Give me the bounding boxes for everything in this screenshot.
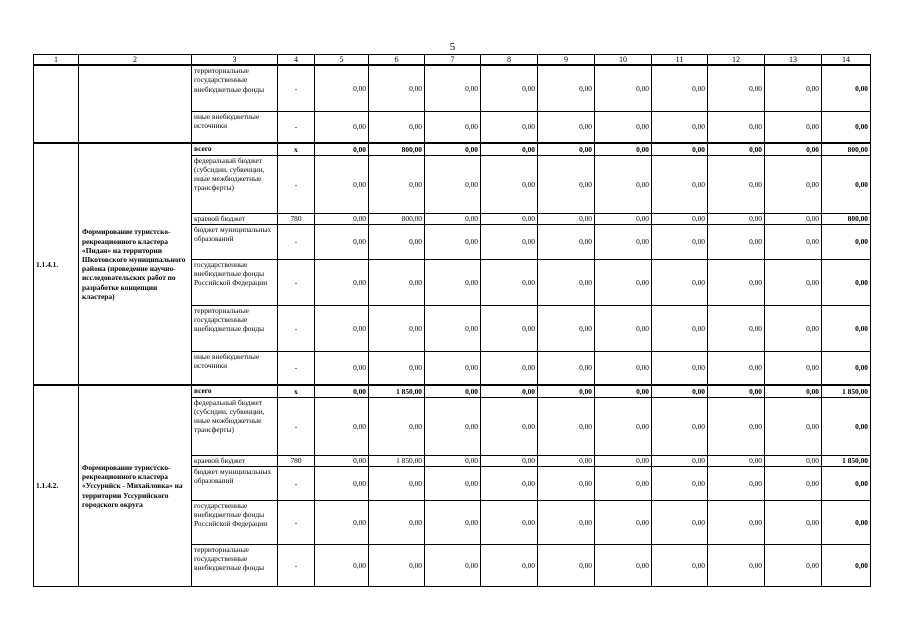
value-cell: 0,00 (481, 213, 538, 224)
value-cell: 0,00 (538, 213, 595, 224)
funding-source-label: федеральный бюджет (субсидии, субвенции, иные межбюджетные трансферты) (192, 155, 278, 213)
budget-code: - (278, 305, 315, 351)
value-cell: 0,00 (538, 305, 595, 351)
budget-code: - (278, 466, 315, 500)
value-cell: 0,00 (652, 65, 708, 111)
value-cell: 0,00 (315, 544, 369, 586)
budget-code: - (278, 397, 315, 455)
value-cell: 0,00 (765, 213, 822, 224)
value-cell: 0,00 (481, 305, 538, 351)
value-cell: 0,00 (315, 500, 369, 544)
value-cell: 0,00 (425, 455, 481, 466)
value-cell: 1 850,00 (822, 385, 871, 397)
code-cell (34, 65, 79, 143)
value-cell: 0,00 (315, 111, 369, 143)
value-cell: 0,00 (425, 224, 481, 259)
budget-code: x (278, 385, 315, 397)
value-cell: 0,00 (708, 111, 765, 143)
funding-source-label: краевой бюджет (192, 455, 278, 466)
value-cell: 0,00 (708, 213, 765, 224)
value-cell: 0,00 (765, 65, 822, 111)
value-cell: 0,00 (822, 259, 871, 305)
value-cell: 0,00 (538, 544, 595, 586)
value-cell: 0,00 (425, 259, 481, 305)
page-number: 5 (449, 41, 456, 53)
value-cell: 0,00 (369, 544, 425, 586)
value-cell: 0,00 (652, 155, 708, 213)
value-cell: 0,00 (538, 155, 595, 213)
value-cell: 0,00 (765, 351, 822, 385)
value-cell: 0,00 (595, 351, 652, 385)
value-cell: 0,00 (481, 544, 538, 586)
value-cell: 0,00 (652, 544, 708, 586)
value-cell: 800,00 (822, 143, 871, 155)
value-cell: 0,00 (595, 305, 652, 351)
value-cell: 0,00 (652, 455, 708, 466)
value-cell: 0,00 (708, 143, 765, 155)
value-cell: 0,00 (765, 385, 822, 397)
value-cell: 0,00 (369, 224, 425, 259)
value-cell: 0,00 (652, 351, 708, 385)
value-cell: 0,00 (425, 213, 481, 224)
value-cell: 0,00 (595, 213, 652, 224)
value-cell: 0,00 (765, 455, 822, 466)
value-cell: 0,00 (425, 397, 481, 455)
value-cell: 0,00 (595, 143, 652, 155)
budget-code: - (278, 259, 315, 305)
value-cell: 0,00 (652, 500, 708, 544)
col-header: 1 (34, 55, 79, 66)
funding-source-label: всего (192, 143, 278, 155)
value-cell: 0,00 (708, 397, 765, 455)
funding-source-label: краевой бюджет (192, 213, 278, 224)
value-cell: 0,00 (425, 466, 481, 500)
value-cell: 0,00 (315, 213, 369, 224)
value-cell: 0,00 (822, 305, 871, 351)
value-cell: 0,00 (481, 397, 538, 455)
value-cell: 0,00 (708, 544, 765, 586)
col-header: 11 (652, 55, 708, 66)
value-cell: 0,00 (538, 500, 595, 544)
value-cell: 0,00 (425, 111, 481, 143)
value-cell: 1 850,00 (369, 385, 425, 397)
value-cell: 0,00 (595, 544, 652, 586)
total-row (34, 385, 871, 397)
value-cell: 0,00 (765, 143, 822, 155)
budget-code: - (278, 155, 315, 213)
value-cell: 0,00 (708, 500, 765, 544)
value-cell: 0,00 (652, 305, 708, 351)
value-cell: 0,00 (369, 466, 425, 500)
funding-source-label: бюджет муниципальных образований (192, 466, 278, 500)
value-cell: 0,00 (595, 397, 652, 455)
value-cell: 0,00 (822, 224, 871, 259)
value-cell: 0,00 (765, 544, 822, 586)
col-header: 10 (595, 55, 652, 66)
value-cell: 0,00 (425, 385, 481, 397)
funding-source-label: всего (192, 385, 278, 397)
value-cell: 0,00 (425, 155, 481, 213)
value-cell: 0,00 (315, 385, 369, 397)
item-code: 1.1.4.2. (34, 385, 79, 586)
value-cell: 0,00 (481, 351, 538, 385)
value-cell: 0,00 (822, 544, 871, 586)
value-cell: 0,00 (822, 111, 871, 143)
funding-source-label: государственные внебюджетные фонды Российской Федерации (192, 500, 278, 544)
value-cell: 0,00 (708, 455, 765, 466)
value-cell: 0,00 (369, 65, 425, 111)
value-cell: 0,00 (822, 500, 871, 544)
value-cell: 0,00 (708, 305, 765, 351)
budget-code: - (278, 500, 315, 544)
value-cell: 0,00 (315, 455, 369, 466)
value-cell: 0,00 (369, 305, 425, 351)
total-row (34, 143, 871, 155)
value-cell: 0,00 (595, 385, 652, 397)
value-cell: 0,00 (765, 397, 822, 455)
value-cell: 0,00 (595, 65, 652, 111)
value-cell: 0,00 (595, 466, 652, 500)
value-cell: 0,00 (315, 351, 369, 385)
value-cell: 0,00 (369, 397, 425, 455)
value-cell: 1 850,00 (822, 455, 871, 466)
value-cell: 0,00 (369, 111, 425, 143)
col-header: 3 (192, 55, 278, 66)
value-cell: 0,00 (315, 224, 369, 259)
value-cell: 0,00 (369, 155, 425, 213)
value-cell: 0,00 (652, 259, 708, 305)
budget-table (33, 54, 871, 587)
value-cell: 0,00 (538, 143, 595, 155)
value-cell: 0,00 (595, 224, 652, 259)
value-cell: 0,00 (822, 65, 871, 111)
value-cell: 0,00 (652, 466, 708, 500)
value-cell: 0,00 (765, 155, 822, 213)
value-cell: 0,00 (652, 397, 708, 455)
value-cell: 0,00 (315, 155, 369, 213)
col-header: 14 (822, 55, 871, 66)
value-cell: 0,00 (481, 466, 538, 500)
value-cell: 0,00 (708, 351, 765, 385)
value-cell: 1 850,00 (369, 455, 425, 466)
value-cell: 0,00 (538, 224, 595, 259)
value-cell: 0,00 (481, 65, 538, 111)
value-cell: 0,00 (708, 65, 765, 111)
value-cell: 800,00 (822, 213, 871, 224)
value-cell: 0,00 (315, 397, 369, 455)
value-cell: 0,00 (315, 65, 369, 111)
value-cell: 0,00 (765, 305, 822, 351)
value-cell: 0,00 (425, 351, 481, 385)
funding-source-label: федеральный бюджет (субсидии, субвенции, иные межбюджетные трансферты) (192, 397, 278, 455)
value-cell: 0,00 (822, 351, 871, 385)
budget-code: 780 (278, 213, 315, 224)
value-cell: 0,00 (315, 259, 369, 305)
value-cell: 0,00 (538, 259, 595, 305)
value-cell: 0,00 (538, 455, 595, 466)
value-cell: 0,00 (822, 466, 871, 500)
value-cell: 0,00 (652, 111, 708, 143)
value-cell: 0,00 (425, 143, 481, 155)
value-cell: 0,00 (822, 155, 871, 213)
value-cell: 0,00 (481, 111, 538, 143)
value-cell: 0,00 (481, 224, 538, 259)
value-cell: 0,00 (708, 224, 765, 259)
value-cell: 0,00 (481, 500, 538, 544)
budget-code: - (278, 111, 315, 143)
value-cell: 0,00 (652, 143, 708, 155)
value-cell: 0,00 (765, 224, 822, 259)
value-cell: 0,00 (425, 65, 481, 111)
item-name: Формирование туристско-рекреационного кластера «Уссурийск - Михайловка» на территории Уссурийского городского округа (79, 385, 192, 586)
value-cell: 0,00 (708, 155, 765, 213)
col-header: 7 (425, 55, 481, 66)
name-cell (79, 65, 192, 143)
col-header: 4 (278, 55, 315, 66)
value-cell: 0,00 (481, 155, 538, 213)
source-row (34, 65, 871, 111)
value-cell: 800,00 (369, 213, 425, 224)
value-cell: 0,00 (765, 259, 822, 305)
budget-code: - (278, 351, 315, 385)
funding-source-label: иные внебюджетные источники (192, 351, 278, 385)
col-header: 8 (481, 55, 538, 66)
value-cell: 0,00 (481, 455, 538, 466)
budget-code: - (278, 544, 315, 586)
value-cell: 0,00 (538, 65, 595, 111)
value-cell: 0,00 (425, 305, 481, 351)
value-cell: 0,00 (538, 466, 595, 500)
value-cell: 0,00 (765, 466, 822, 500)
value-cell: 0,00 (538, 397, 595, 455)
value-cell: 0,00 (652, 224, 708, 259)
col-header: 13 (765, 55, 822, 66)
value-cell: 0,00 (481, 259, 538, 305)
value-cell: 0,00 (652, 385, 708, 397)
funding-source-label: территориальные государственные внебюджетные фонды (192, 305, 278, 351)
value-cell: 0,00 (708, 259, 765, 305)
col-header: 6 (369, 55, 425, 66)
budget-code: - (278, 224, 315, 259)
value-cell: 0,00 (538, 385, 595, 397)
item-name: Формирование туристско-рекреационного кластера «Пидан» на территории Шкотовского муниципального района (проведение научно-исследовательских работ по разработке концепции кластера) (79, 143, 192, 385)
budget-code: 780 (278, 455, 315, 466)
value-cell: 800,00 (369, 143, 425, 155)
value-cell: 0,00 (595, 259, 652, 305)
col-header: 12 (708, 55, 765, 66)
funding-source-label: территориальные государственные внебюджетные фонды (192, 65, 278, 111)
value-cell: 0,00 (595, 455, 652, 466)
value-cell: 0,00 (595, 155, 652, 213)
funding-source-label: бюджет муниципальных образований (192, 224, 278, 259)
value-cell: 0,00 (708, 466, 765, 500)
budget-code: - (278, 65, 315, 111)
value-cell: 0,00 (481, 143, 538, 155)
value-cell: 0,00 (822, 397, 871, 455)
value-cell: 0,00 (369, 259, 425, 305)
value-cell: 0,00 (708, 385, 765, 397)
item-code: 1.1.4.1. (34, 143, 79, 385)
value-cell: 0,00 (595, 500, 652, 544)
funding-source-label: иные внебюджетные источники (192, 111, 278, 143)
value-cell: 0,00 (315, 466, 369, 500)
value-cell: 0,00 (425, 544, 481, 586)
col-header: 2 (79, 55, 192, 66)
value-cell: 0,00 (538, 351, 595, 385)
funding-source-label: территориальные государственные внебюджетные фонды (192, 544, 278, 586)
value-cell: 0,00 (652, 213, 708, 224)
value-cell: 0,00 (765, 111, 822, 143)
value-cell: 0,00 (315, 305, 369, 351)
value-cell: 0,00 (595, 111, 652, 143)
value-cell: 0,00 (425, 500, 481, 544)
budget-code: x (278, 143, 315, 155)
funding-source-label: государственные внебюджетные фонды Российской Федерации (192, 259, 278, 305)
value-cell: 0,00 (315, 143, 369, 155)
value-cell: 0,00 (765, 500, 822, 544)
col-header: 9 (538, 55, 595, 66)
col-header: 5 (315, 55, 369, 66)
value-cell: 0,00 (538, 111, 595, 143)
value-cell: 0,00 (369, 500, 425, 544)
value-cell: 0,00 (481, 385, 538, 397)
column-number-header (34, 55, 871, 66)
value-cell: 0,00 (369, 351, 425, 385)
